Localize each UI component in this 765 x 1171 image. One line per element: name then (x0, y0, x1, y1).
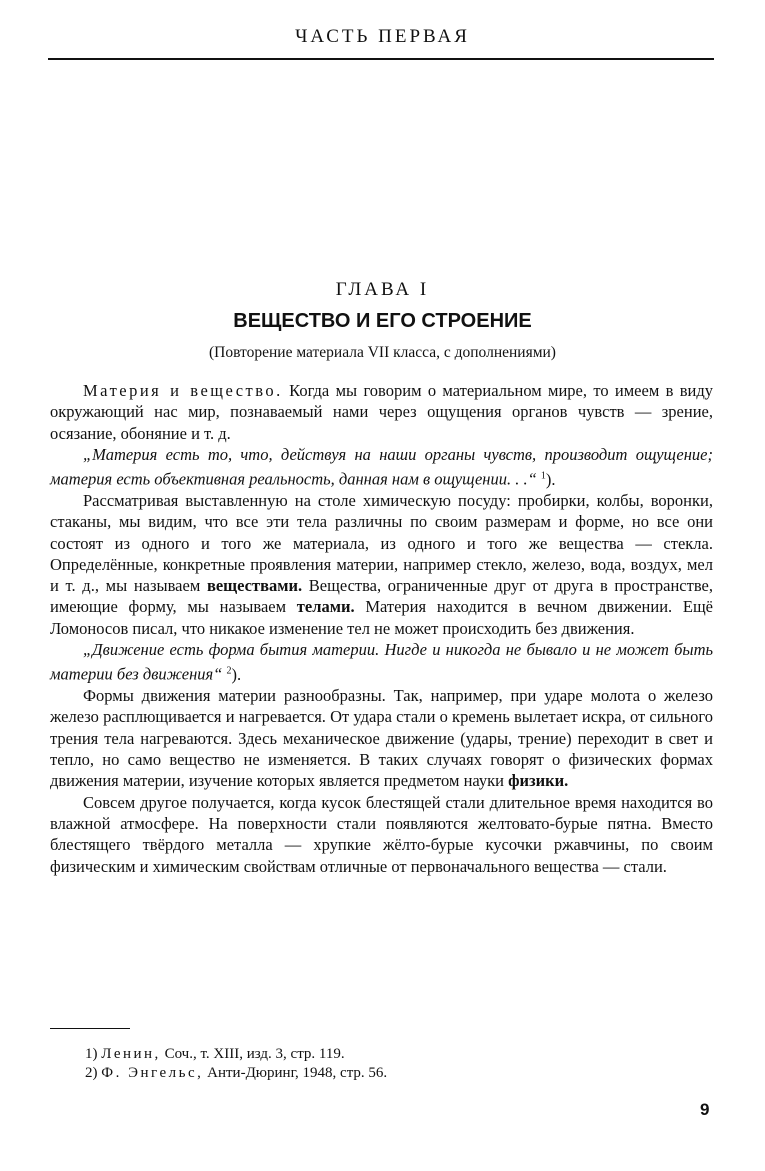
paragraph-text: Материя находится в вечном движении. Ещё Ломоносов писал, что никакое изменение тел не может происходить без движения. (50, 597, 713, 638)
paragraph-text: Рассматривая выставленную на столе химическую посуду: пробирки, колбы, воронки, стаканы, мы видим, что все эти тела различны по своим размерам и форме, но все они состоят из одного и того же материала, из одного и того же вещества — стекла. Определённые, конкретные проявления материи, например стекло, железо, вода, воздух, мел и т. д., мы называем (50, 490, 713, 596)
paragraph-text: Когда мы говорим о материальном мире, то имеем в виду окружающий нас мир, познаваемый нами через ощущения органов чувств — зрение, осязание, обоняние и т. д. (50, 381, 713, 443)
chapter-label: ГЛАВА I (335, 279, 430, 300)
footnote-author: Ленин, (101, 1046, 161, 1062)
quote-engels (50, 639, 713, 685)
footnote-source: Анти-Дюринг, 1948, стр. 56. (207, 1065, 388, 1081)
footnotes (85, 1045, 685, 1083)
paragraph-rust (50, 792, 713, 877)
chapter-title: ВЕЩЕСТВО И ЕГО СТРОЕНИЕ (233, 310, 532, 332)
footnote-source: Соч., т. XIII, изд. 3, стр. 119. (164, 1046, 345, 1062)
footnote-mark: 1) (85, 1046, 98, 1062)
quote-text: „Движение есть форма бытия материи. Нигде и никогда не бывало и не может быть материи без движения“ (50, 640, 713, 684)
term-bodies: телами. (296, 597, 355, 617)
footnote-rule (50, 1028, 130, 1029)
footnote-author: Ф. Энгельс, (101, 1065, 204, 1081)
section-heading: Материя и вещество. (83, 381, 283, 400)
footnote-ref-1[interactable]: 1 (540, 470, 546, 482)
footnote-2 (85, 1064, 685, 1083)
quote-close: ). (545, 469, 556, 489)
chapter-subtitle: (Повторение материала VII класса, с дополнениями) (209, 344, 556, 361)
body-text (50, 380, 713, 877)
quote-lenin (50, 444, 713, 490)
term-substances: веществами. (206, 576, 303, 596)
paragraph-text: Формы движения материи разнообразны. Так, например, при ударе молота о железо железо расплющивается и нагревается. От удара стали о кремень вылетает искра, от сильного трения тела нагреваются. Здесь механическое движение (удары, трение) переходит в свет и тепло, но само вещество не изменяется. В таких случаях говорят о физических формах движения материи, изучение которых является предметом науки (50, 686, 713, 791)
header-rule (48, 58, 714, 60)
footnote-mark: 2) (85, 1065, 98, 1081)
running-header: ЧАСТЬ ПЕРВАЯ (295, 26, 470, 47)
paragraph-glassware (50, 490, 713, 639)
paragraph-matter (50, 380, 713, 444)
quote-close: ). (231, 664, 242, 684)
quote-text: „Материя есть то, что, действуя на наши органы чувств, производит ощущение; материя есть объективная реальность, данная нам в ощущении. . .“ (50, 444, 713, 489)
footnote-ref-2[interactable]: 2 (226, 665, 232, 677)
page-number: 9 (700, 1100, 710, 1119)
footnote-1 (85, 1045, 685, 1064)
term-physics: физики. (508, 771, 569, 791)
paragraph-text: Совсем другое получается, когда кусок блестящей стали длительное время находится во влажной атмосфере. На поверхности стали появляются желтовато-бурые пятна. Вместо блестящего твёрдого металла — хрупкие жёлто-бурые кусочки ржавчины, по своим физическим и химическим свойствам отличные от первоначального вещества — стали. (50, 792, 713, 876)
paragraph-text: Вещества, ограниченные друг от друга в пространстве, имеющие форму, мы называем (50, 576, 713, 617)
paragraph-motion-forms (50, 685, 713, 791)
